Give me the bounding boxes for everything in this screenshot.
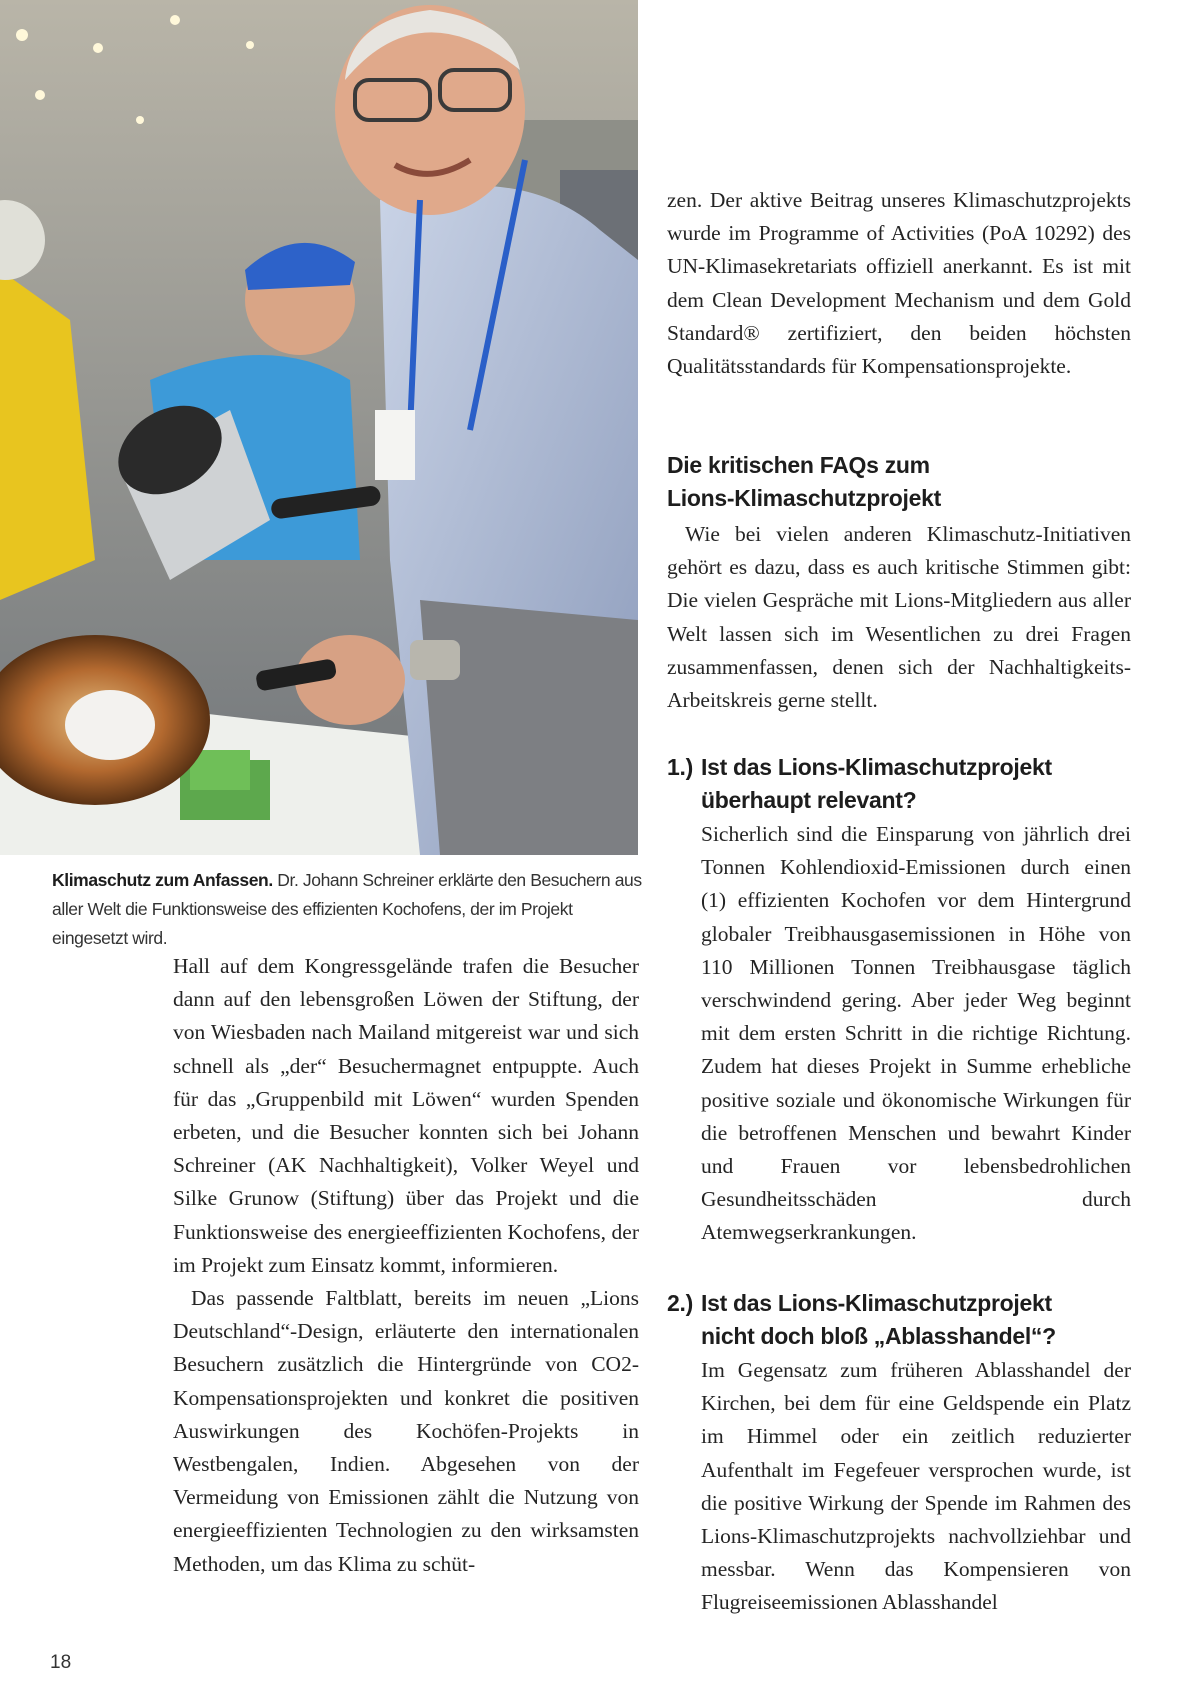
question-2-number: 2.) — [667, 1290, 693, 1316]
photo-icon — [0, 0, 638, 855]
question-2-answer — [701, 1354, 1131, 1620]
right-paragraph-1: zen. Der aktive Beitrag unseres Klimaschutzprojekts wurde im Programme of Activities (PoA 10292) des UN-Klimasekretariats offiziell anerkannt. Es ist mit dem Clean Development Mechanism und dem Gold Standard® zertifiziert, den beiden höchsten Qualitätsstandards für Kompensationsprojekte. — [667, 188, 1131, 379]
left-paragraph-2: Das passende Faltblatt, bereits im neuen „Lions Deutschland“-Design, erläuterte den internationalen Besuchern zusätzlich die Hintergründe von CO2-Kompensationsprojekten und konkret die positiven Auswirkungen des Kochöfen-Projekts in Westbengalen, Indien. Abgesehen von der Vermeidung von Emissionen zählt die Nutzung von energieeffizienten Technologien zu den wirksamsten Methoden, um das Klima zu schüt- — [173, 1286, 639, 1576]
left-paragraph-1: Hall auf dem Kongressgelände trafen die Besucher dann auf den lebensgroßen Löwen der Stiftung, der von Wiesbaden nach Mailand mitgereist war und sich schnell als „der“ Besuchermagnet entpuppte. Auch für das „Gruppenbild mit Löwen“ wurden Spenden erbeten, und die Besucher konnten sich bei Johann Schreiner (AK Nachhaltigkeit), Volker Weyel und Silke Grunow (Stiftung) über das Projekt und die Funktionsweise des energieeffizienten Kochofens, der im Projekt zum Einsatz kommt, informieren. — [173, 954, 639, 1277]
caption-text: Dr. Johann Schreiner erklärte den Besuchern aus aller Welt die Funktionsweise des effizienten Kochofens, der im Projekt eingesetzt wird. — [52, 870, 642, 948]
section-intro-text: Wie bei vielen anderen Klimaschutz-Initiativen gehört es dazu, dass es auch kritische Stimmen gibt: Die vielen Gespräche mit Lions-Mitgliedern aus aller Welt lassen sich im Wesentlichen zu drei Fragen zusammenfassen, denen sich der Nachhaltigkeits-Arbeitskreis gerne stellt. — [667, 522, 1131, 713]
question-1-title-line-2: überhaupt relevant? — [701, 787, 917, 813]
page-number: 18 — [50, 1652, 72, 1673]
question-2-title-line-1: Ist das Lions-Klimaschutzprojekt — [701, 1290, 1052, 1316]
right-column-intro — [667, 184, 1131, 383]
question-2-heading — [667, 1287, 1137, 1353]
section-intro — [667, 518, 1131, 717]
question-2-answer-text: Im Gegensatz zum früheren Ablasshandel der Kirchen, bei dem für eine Geldspende ein Platz im Himmel oder ein zeitlich reduzierter Aufenthalt im Fegefeuer versprochen wurde, ist die positive Wirkung der Spende im Rahmen des Lions-Klimaschutzprojekts nachvollziehbar und messbar. Wenn das Kompensieren von Flugreiseemissionen Ablasshandel — [701, 1358, 1131, 1615]
section-heading-line-1: Die kritischen FAQs zum — [667, 452, 930, 478]
question-1-heading — [667, 751, 1137, 817]
question-1-number: 1.) — [667, 754, 693, 780]
question-1-title-line-1: Ist das Lions-Klimaschutzprojekt — [701, 754, 1052, 780]
caption-lead: Klimaschutz zum Anfassen. — [52, 870, 273, 890]
section-heading — [667, 449, 1137, 515]
section-heading-line-2: Lions-Klimaschutzprojekt — [667, 485, 941, 511]
question-1-answer-text: Sicherlich sind die Einsparung von jährlich drei Tonnen Kohlendioxid-Emissionen durch einen (1) effizienten Kochofen vor dem Hintergrund globaler Treibhausgasemissionen in Höhe von 110 Millionen Tonnen Treibhausgase täglich verschwindend gering. Aber jeder Weg beginnt mit dem ersten Schritt in die richtige Richtung. Zudem hat dieses Projekt in Summe erhebliche positive soziale und ökonomische Wirkungen für die betroffenen Menschen und bewahrt Kinder und Frauen vor lebensbedrohlichen Gesundheitsschäden durch Atemwegserkrankungen. — [701, 822, 1131, 1245]
question-2-title-line-2: nicht doch bloß „Ablasshandel“? — [701, 1323, 1056, 1349]
photo-caption — [52, 866, 642, 953]
article-photo — [0, 0, 638, 855]
left-column — [173, 950, 639, 1581]
question-1-answer — [701, 818, 1131, 1250]
